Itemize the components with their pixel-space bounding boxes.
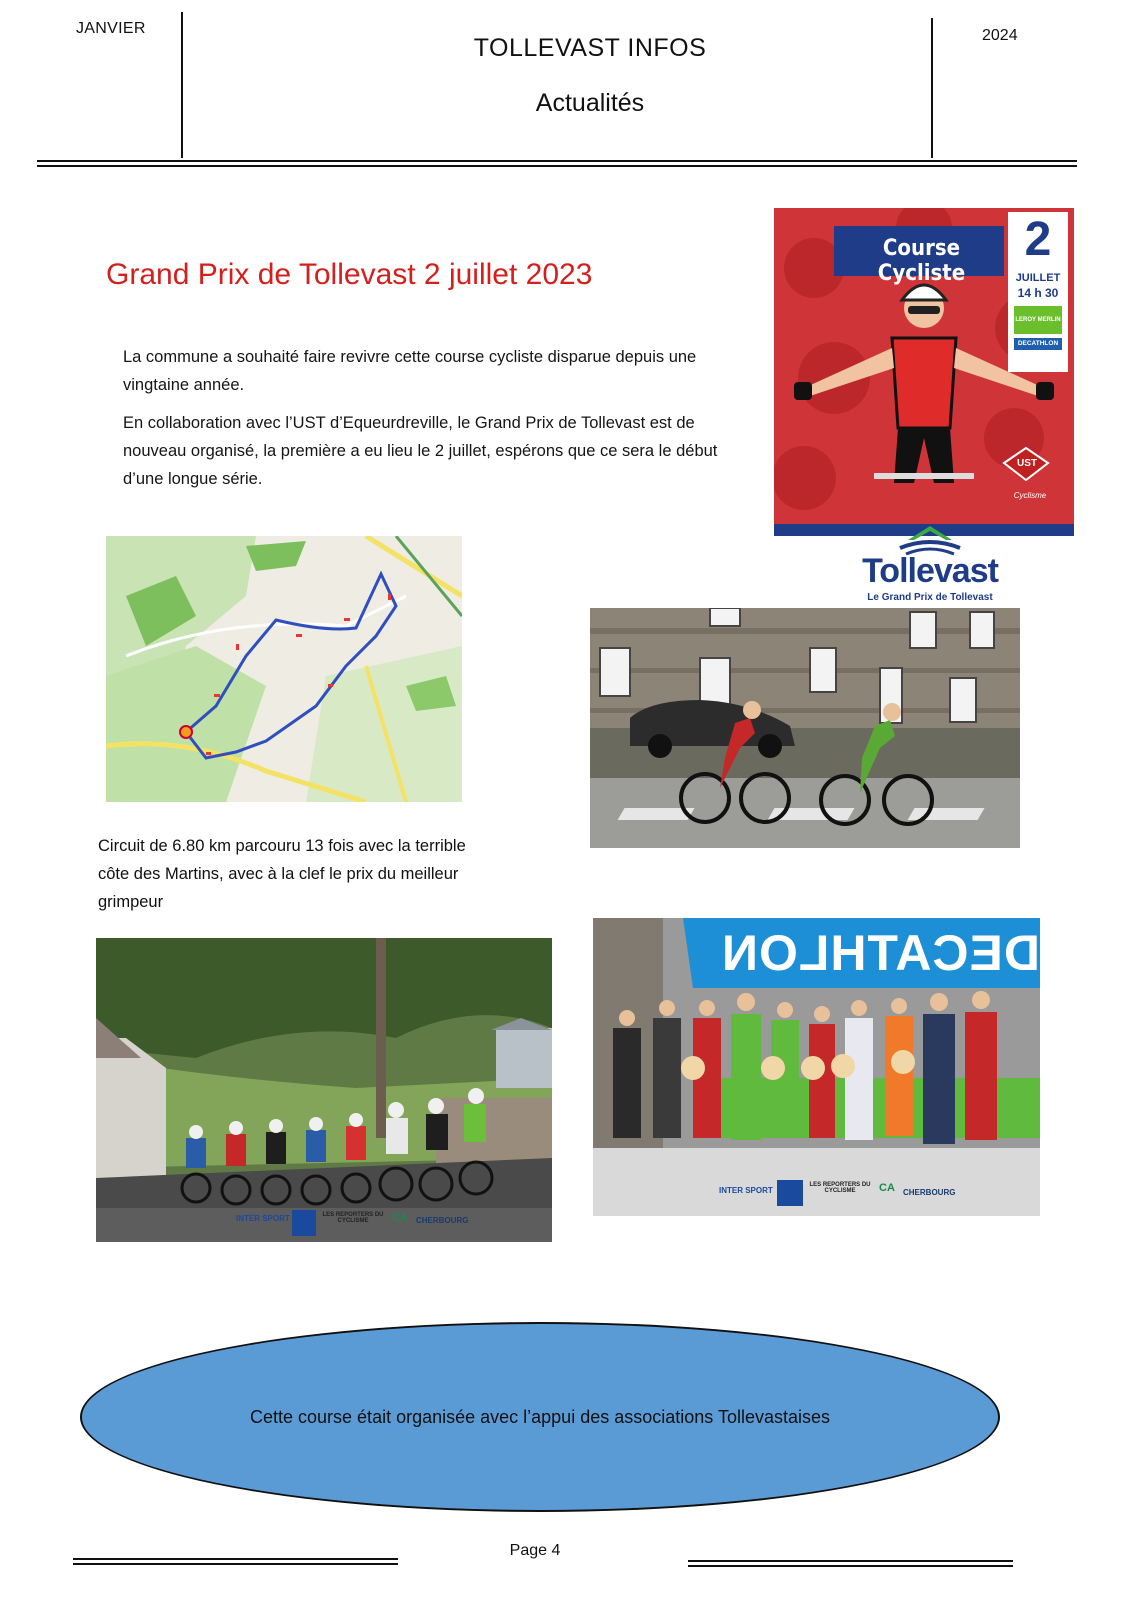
sponsor-logo: LES REPORTERS DU CYCLISME [322, 1212, 384, 1224]
poster-title: Course Cycliste [877, 236, 966, 286]
header-month: JANVIER [76, 20, 146, 37]
footer-rule-left [73, 1558, 398, 1565]
tollevast-logo-text: Tollevast [862, 552, 998, 590]
poster-sponsor-logo: DECATHLON [1014, 338, 1062, 350]
poster-time: 14 h 30 [1017, 286, 1059, 300]
sponsor-logo: CA [392, 1212, 408, 1224]
sponsor-logo: CHERBOURG [416, 1216, 469, 1225]
article-body [123, 343, 743, 503]
poster-club-logo: UST [1017, 458, 1037, 469]
tollevast-logo-tagline: Le Grand Prix de Tollevast [867, 592, 993, 603]
race-poster [774, 208, 1074, 536]
sponsor-logo: INTER SPORT [719, 1186, 773, 1195]
poster-sponsor-logo: LEROY MERLIN [1014, 306, 1062, 334]
support-callout [80, 1322, 1000, 1512]
poster-month: JUILLET [1015, 272, 1061, 284]
race-photo-peloton [96, 938, 552, 1242]
page-number: Page 4 [509, 1542, 561, 1559]
newsletter-title: TOLLEVAST INFOS [473, 34, 707, 62]
article-headline: Grand Prix de Tollevast 2 juillet 2023 [106, 258, 593, 291]
section-title: Actualités [535, 89, 645, 117]
poster-club-sub: Cyclisme [1013, 491, 1047, 500]
sponsor-logo: INTER SPORT [236, 1214, 290, 1223]
race-photo-two-riders [590, 608, 1020, 848]
map-caption: Circuit de 6.80 km parcouru 13 fois avec la terrible côte des Martins, avec à la clef le prix du meilleur grimpeur [98, 837, 466, 911]
sponsor-logo: CA [879, 1182, 895, 1194]
sponsor-logo: CHERBOURG [903, 1188, 956, 1197]
tollevast-logo [850, 534, 1010, 604]
support-callout-text: Cette course était organisée avec l’appui des associations Tollevastaises [250, 1406, 830, 1427]
poster-day: 2 [1024, 213, 1052, 266]
article-paragraph: La commune a souhaité faire revivre cette course cycliste disparue depuis une vingtaine année. [123, 348, 697, 394]
podium-banner: DECATHLON [720, 925, 1040, 981]
header-year: 2024 [982, 27, 1018, 44]
podium-photo [593, 918, 1040, 1216]
sponsor-logo: LES REPORTERS DU CYCLISME [809, 1182, 871, 1194]
circuit-map [106, 536, 462, 802]
article-paragraph: En collaboration avec l’UST d’Equeurdreville, le Grand Prix de Tollevast est de nouveau organisé, la première a eu lieu le 2 juillet, espérons que ce sera le début d’une longue série. [123, 414, 718, 488]
header-rule [37, 160, 1077, 167]
header-divider-left [181, 12, 183, 158]
header-divider-right [931, 18, 933, 158]
footer-rule-right [688, 1560, 1013, 1567]
